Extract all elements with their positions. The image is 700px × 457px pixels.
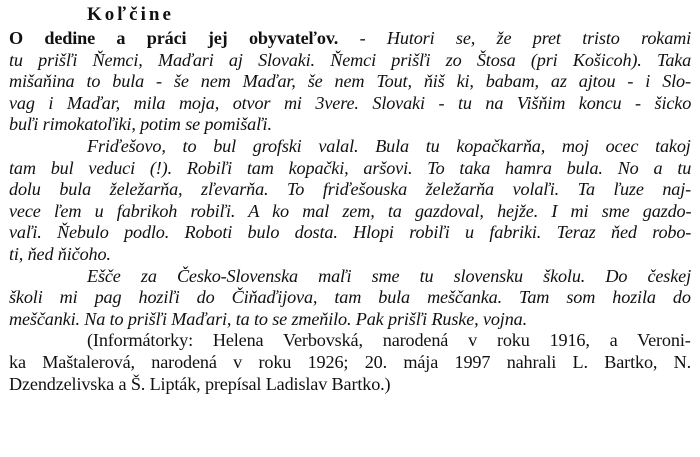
text-line: ka Maštalerová, narodená v roku 1926; 20. mája 1997 nahrali L. Bartko, N. — [9, 351, 692, 372]
document-body — [9, 28, 691, 395]
text-line: (Informátorky: Helena Verbovská, narodená v roku 1916, a Veroni- — [87, 330, 691, 351]
text-line: buľi rimokatoľiki, potim se pomišaľi. — [9, 114, 272, 135]
section-heading: O dedine a práci jej obyvateľov. — [9, 28, 339, 48]
text-line: tu prišľi Ňemci, Maďari aj Slovaki. Ňemci prišľi zo Štosa (pri Košicoh). Taka — [9, 49, 692, 70]
text-line: Friďešovo, to bul grofski valal. Bula tu kopačkarňa, moj ocec takoj — [87, 135, 691, 156]
section-title: Koľčine — [87, 4, 174, 25]
text-line: vag i Maďar, mila moja, otvor mi 3vere. Slovaki - tu na Višňim koncu - šicko — [9, 92, 692, 113]
text-line: Ešče za Česko-Slovenska maľi sme tu slovensku školu. Do českej — [87, 265, 691, 286]
text-line: meščanki. Na to prišľi Maďari, ta to se zmeňilo. Pak prišľi Ruske, vojna. — [9, 308, 527, 329]
text-line: ti, ňed ňičoho. — [9, 243, 111, 264]
text-line: školi mi pag hoziľi do Čiňaďijova, tam bula meščanka. Tam som hozila do — [9, 287, 691, 308]
text-line: dolu bula želežarňa, zľevarňa. To friďešouska želežarňa volaľi. Ta ľuze naj- — [9, 179, 692, 200]
text-line: tam bul veduci (!). Robiľi tam kopački, aršovi. To taka hamra bula. No a tu — [9, 157, 692, 178]
text-run: - Hutori se, že pret tristo rokami — [338, 28, 692, 48]
text-line: mišaňina to bula - še nem Maďar, še nem Tout, ňiš ki, babam, az ajtou - i Slo- — [9, 71, 691, 92]
text-line: Dzendzelivska a Š. Lipták, prepísal Ladislav Bartko.) — [9, 373, 391, 394]
text-line: vece ľem u fabrikoh robiľi. A ko mal zem, ta gazdoval, hejže. I mi sme gazdo- — [9, 200, 692, 221]
text-line: vaľi. Ňebulo podlo. Roboti bulo dosta. Hlopi robiľi u fabriki. Teraz ňed robo- — [9, 222, 692, 243]
text-line — [9, 28, 691, 50]
